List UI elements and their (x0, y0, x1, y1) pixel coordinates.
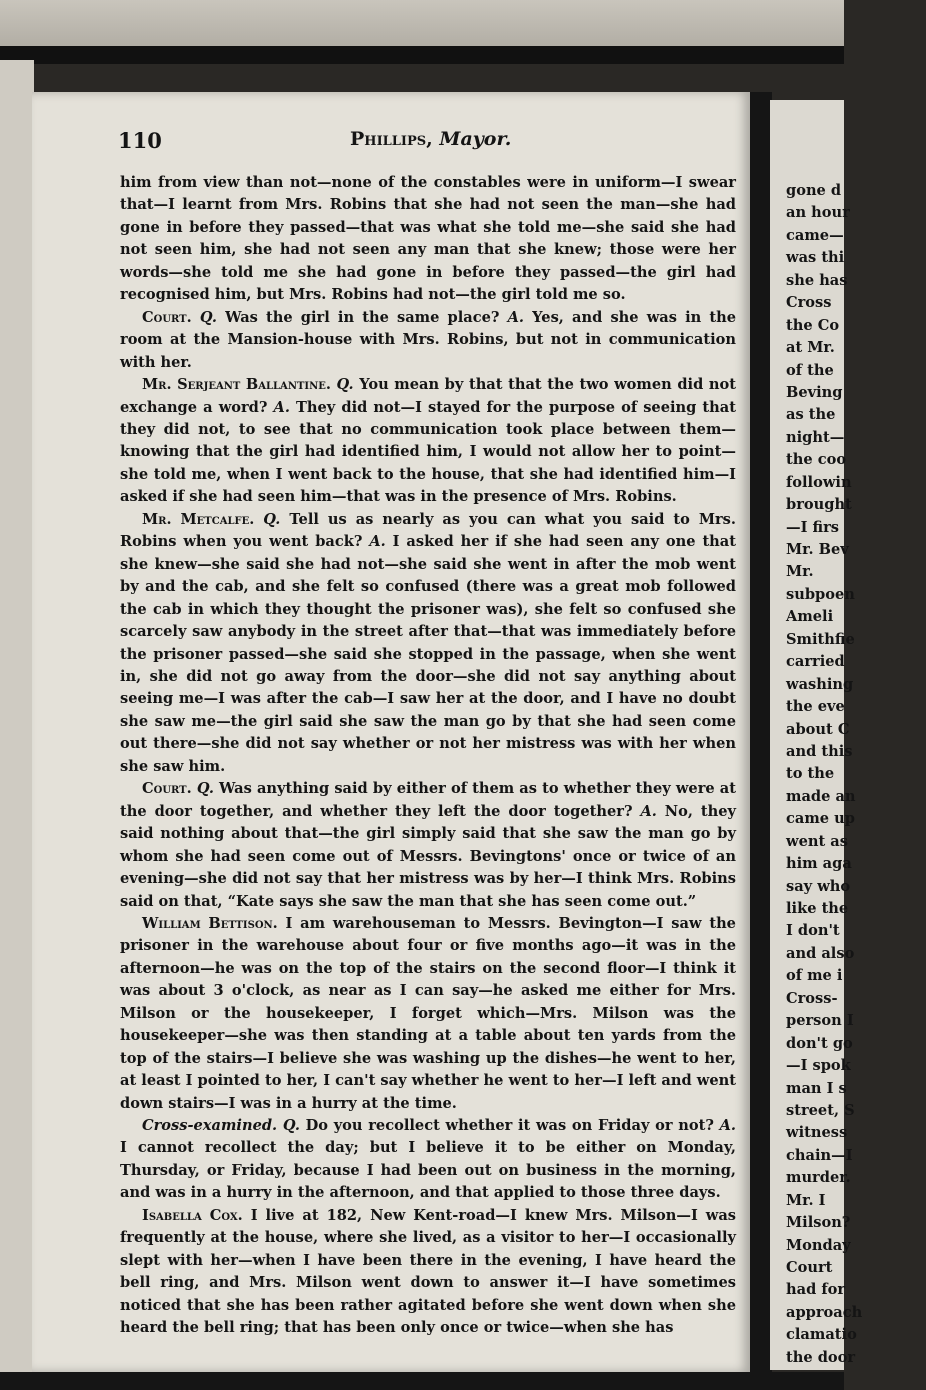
scan-left-edge (0, 60, 34, 1390)
running-head-title: Mayor. (439, 128, 512, 150)
paragraph-text: Was the girl in the same place? (216, 308, 508, 326)
facing-page-line: went as (786, 832, 848, 850)
facing-page-line: person I (786, 1012, 854, 1030)
paragraph-q: Q. (282, 1117, 300, 1135)
facing-page-line: the coo (786, 451, 847, 469)
paragraph-q: Q. (199, 308, 217, 326)
facing-page-line: Ameli (786, 608, 834, 626)
facing-page (770, 100, 863, 1370)
running-head-name: Phillips, (350, 128, 433, 150)
facing-page-line: as the (786, 406, 836, 424)
paragraph (120, 307, 736, 374)
facing-page-line: gone d (786, 182, 842, 199)
paragraph (120, 172, 736, 307)
facing-page-line: about C (786, 720, 850, 738)
facing-page-line: witness (786, 1124, 848, 1142)
paragraph-a: A. (273, 398, 290, 416)
facing-page-line: to the (786, 765, 835, 783)
paragraph-text2: Yes, and she was in the room at the Mansion-house with Mrs. Robins, but not in communication with her. (120, 308, 737, 371)
paragraph (120, 374, 736, 509)
paragraph-text: him from view than not—none of the constables were in uniform—I swear that—I learnt from Mrs. Robins that she had not seen the man—she had gone in before they passed—that was what she told me—she said she had not seen him, she had not seen any man that she knew; those were her words—she told me she had gone in before they passed—the girl had recognised him, but Mrs. Robins had not—the girl told me so. (120, 174, 736, 304)
facing-page-line: and this (786, 742, 853, 760)
facing-page-line: Beving (786, 383, 843, 401)
paragraph-italic-lead: Cross-examined. (142, 1117, 278, 1135)
facing-page-line: had for (786, 1281, 846, 1299)
facing-page-line: man I s (786, 1079, 847, 1097)
facing-page-line: Court (786, 1259, 833, 1276)
facing-page-line: Mr. I (786, 1191, 826, 1209)
paragraph-speaker: William Bettison. (142, 914, 278, 932)
facing-page-line: approach (786, 1303, 863, 1321)
facing-page-line: Cross (786, 294, 832, 312)
paragraph-text2: I cannot recollect the day; but I believe it to be either on Monday, Thursday, or Friday, because I had been out on business in the morning, and was in a hurry in the afternoon, and that applied to those three days. (120, 1139, 736, 1202)
facing-page-line: Cross- (786, 989, 838, 1007)
facing-page-line: the eve (786, 698, 845, 716)
paragraph (120, 509, 736, 778)
facing-page-line: chain—I (786, 1146, 853, 1164)
book-gutter (750, 92, 772, 1382)
facing-page-line: him aga (786, 855, 852, 873)
paragraph-a: A. (640, 802, 657, 820)
paragraph-q: Q. (336, 376, 354, 394)
facing-page-line: Smithfie (786, 630, 855, 648)
paragraph-speaker: Isabella Cox. (142, 1206, 243, 1224)
facing-page-line: and also (786, 944, 855, 962)
paragraph-text: Tell us as nearly as you can what you said to Mrs. Robins when you went back? (120, 510, 736, 551)
facing-page-line: say who (786, 877, 851, 895)
facing-page-line: like the (786, 900, 849, 917)
paragraph-q: Q. (263, 510, 281, 528)
facing-page-line: followin (786, 473, 852, 491)
facing-page-line: came— (786, 226, 844, 244)
paragraph (120, 1115, 736, 1205)
paragraph-a: A. (507, 308, 525, 326)
facing-page-line: clamatio (786, 1326, 857, 1344)
facing-page-line: subpoen (786, 585, 855, 603)
facing-page-line: of the (786, 361, 834, 379)
facing-page-line: was thi (786, 249, 845, 267)
paragraph-text2: No, they said nothing about that—the girl simply said that she saw the man go by whom she had seen come out of Messrs. Bevingtons' once or twice of an evening—she did not say that her mistress was by her—I think Mrs. Robins said on that, “Kate says she saw the man that she has seen come out.” (120, 802, 737, 910)
facing-page-line: came up (786, 810, 855, 828)
paragraph-text2: I asked her if she had seen any one that she knew—she said she had not—she said she went in after the mob went by and the cab, and she felt so confused (there was a great mob followed the cab in which they thought the prisoner was), she felt so confused she scarcely saw anybody in the street after that—that was immediately before the prisoner passed—she said she stopped in the passage, when she went in, she did not go away from the door—she did not say anything about seeing me—I was after the cab—I saw her at the door, and I have no doubt she saw me—the girl said she saw the man go by that she had seen come out there—she did not say whether or not her mistress was with her when she saw him. (120, 533, 736, 775)
facing-page-line: street, S (786, 1101, 855, 1119)
facing-page-text (786, 180, 926, 1369)
facing-page-line: —I spok (786, 1057, 851, 1075)
paragraph-speaker: Court. (142, 780, 192, 798)
paragraph-text: Do you recollect whether it was on Friday or not? (299, 1117, 720, 1135)
paragraph-text: Was anything said by either of them as to whether they were at the door together, and whether they left the door together? (120, 780, 736, 820)
facing-page-line: washing (786, 675, 854, 693)
facing-page-line: murder. (786, 1169, 851, 1187)
facing-page-line: the Co (786, 316, 840, 334)
facing-page-line: I don't (786, 922, 840, 940)
facing-page-line: Mr. (786, 563, 814, 581)
facing-page-line: the door (786, 1348, 856, 1366)
facing-page-line: —I firs (786, 518, 840, 536)
paragraph-speaker: Mr. Serjeant Ballantine. (142, 376, 331, 394)
facing-page-line: don't go (786, 1034, 853, 1052)
paragraph-text: You mean by that that the two women did not exchange a word? (120, 376, 736, 416)
facing-page-line: an hour (786, 204, 850, 222)
paragraph-speaker: Mr. Metcalfe. (142, 510, 255, 528)
paragraph-q: Q. (196, 780, 214, 798)
paragraph-a: A. (369, 533, 386, 551)
paragraph-text2: They did not—I stayed for the purpose of seeing that they did not, to see that no communication took place between them—knowing that the girl had identified him, I would not allow her to point—she told me, when I went back to the house, that she had identified him—I asked if she had seen him—that was in the presence of Mrs. Robins. (120, 398, 736, 506)
facing-page-line: Mr. Bev (786, 541, 849, 558)
facing-page-line: Monday (786, 1236, 851, 1254)
paragraph-text: I live at 182, New Kent-road—I knew Mrs. Milson—I was frequently at the house, where she lived, as a visitor to her—I occasionally slept with her—when I have been there in the evening, I have heard the bell ring, and Mrs. Milson went down to answer it—I have sometimes noticed that she has been rather agitated before she went down when she heard the bell ring; that has been only once or twice—when she has (120, 1206, 736, 1337)
page-header (118, 128, 718, 154)
facing-page-line: she has (786, 271, 848, 289)
facing-page-line: Milson? (786, 1214, 851, 1232)
paragraph-a: A. (719, 1117, 736, 1135)
facing-page-line: carried (786, 653, 845, 671)
paragraph (120, 1205, 736, 1340)
scan-top-margin (0, 0, 844, 64)
page-number: 110 (118, 128, 162, 153)
facing-page-line: brought (786, 496, 852, 514)
body-text (120, 172, 736, 1340)
paragraph-text: I am warehouseman to Messrs. Bevington—I saw the prisoner in the warehouse about four or five months ago—it was in the afternoon—he was on the top of the stairs on the second floor—I think it was about 3 o'clock, as near as I can say—he asked me either for Mrs. Milson or the housekeeper, I forget which—Mrs. Milson was the housekeeper—she was then standing at a table about ten yards from the top of the stairs—I believe she was washing up the dishes—he went to her, at least I pointed to her, I can't say whether he went to her—I left and went down stairs—I was in a hurry at the time. (120, 914, 736, 1112)
book-page (32, 92, 750, 1372)
paragraph (120, 778, 736, 913)
paragraph-speaker: Court. (142, 308, 192, 326)
paragraph (120, 913, 736, 1115)
facing-page-line: night— (786, 428, 845, 446)
scan-bottom-margin (0, 1372, 844, 1390)
facing-page-line: at Mr. (786, 339, 835, 357)
facing-page-line: of me i (786, 967, 843, 985)
running-head (350, 128, 511, 150)
facing-page-line: made an (786, 787, 856, 805)
